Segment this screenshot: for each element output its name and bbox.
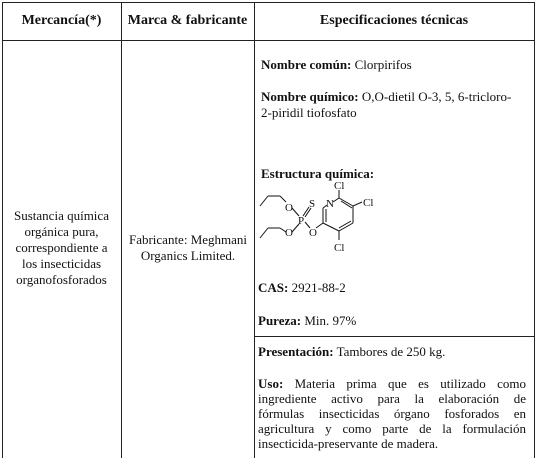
- marca-line: Fabricante: Meghmani: [128, 232, 248, 247]
- presentacion-value: Tambores de 250 kg.: [336, 344, 446, 359]
- presentacion-row: [258, 344, 528, 360]
- atom-p: P: [298, 215, 305, 227]
- nombre-quimico: [261, 89, 529, 121]
- uso-label: Uso:: [258, 376, 284, 391]
- mercancia-line: Sustancia química: [14, 208, 109, 223]
- cas-value: 2921-88-2: [291, 280, 346, 295]
- col2-border: [254, 2, 255, 458]
- atom-o2: O: [285, 227, 293, 239]
- nombre-comun: [261, 57, 529, 73]
- nombre-quimico-value-line2: 2-piridil tiofosfato: [261, 105, 357, 120]
- atom-cl-right: Cl: [363, 197, 374, 209]
- marca-description: [122, 232, 254, 264]
- atom-o1: O: [285, 202, 293, 214]
- nombre-quimico-value: O,O-dietil O-3, 5, 6-tricloro-: [361, 89, 512, 104]
- cas-label: CAS:: [258, 280, 289, 295]
- pureza-value: Min. 97%: [304, 313, 357, 328]
- presentacion-label: Presentación:: [258, 344, 334, 359]
- header-mercancia: Mercancía(*): [21, 13, 102, 28]
- atom-cl-top: Cl: [334, 180, 345, 192]
- atom-n: N: [326, 198, 334, 210]
- uso-line: Materia prima que es utilizado como: [294, 376, 527, 391]
- atom-s: S: [309, 198, 316, 210]
- table-right-border: [534, 2, 535, 458]
- uso-block: [258, 376, 526, 451]
- col1-border: [121, 2, 122, 458]
- estructura-label: Estructura química:: [261, 166, 375, 181]
- table-left-border: [2, 2, 3, 458]
- cas-row: [258, 280, 528, 296]
- mercancia-description: [4, 208, 119, 288]
- nombre-comun-label: Nombre común:: [261, 57, 352, 72]
- spec-divider: [254, 336, 535, 337]
- header-especificaciones: Especificaciones técnicas: [319, 13, 469, 28]
- mercancia-line: orgánica pura,: [24, 224, 99, 239]
- mercancia-line: correspondiente a: [15, 240, 108, 255]
- nombre-comun-value: Clorpirifos: [354, 57, 412, 72]
- chemical-structure: [256, 178, 386, 262]
- header-bottom-border: [2, 40, 535, 41]
- nombre-quimico-label: Nombre químico:: [261, 89, 359, 104]
- uso-line: fórmulas insecticidas órgano fosforados en: [258, 406, 526, 421]
- marca-line: Organics Limited.: [140, 248, 236, 263]
- atom-cl-bottom: Cl: [334, 242, 345, 254]
- atom-o3: O: [309, 227, 317, 239]
- mercancia-line: los insecticidas: [21, 256, 102, 271]
- uso-line: insecticida-preservante de madera.: [258, 436, 439, 451]
- pureza-label: Pureza:: [258, 313, 302, 328]
- uso-line: ingrediente activo para la elaboración de: [258, 391, 526, 406]
- mercancia-line: organofosforados: [16, 272, 107, 287]
- pureza-row: [258, 313, 528, 329]
- uso-line: agricultura y como parte de la formulación: [258, 421, 526, 436]
- header-marca: Marca & fabricante: [127, 13, 248, 28]
